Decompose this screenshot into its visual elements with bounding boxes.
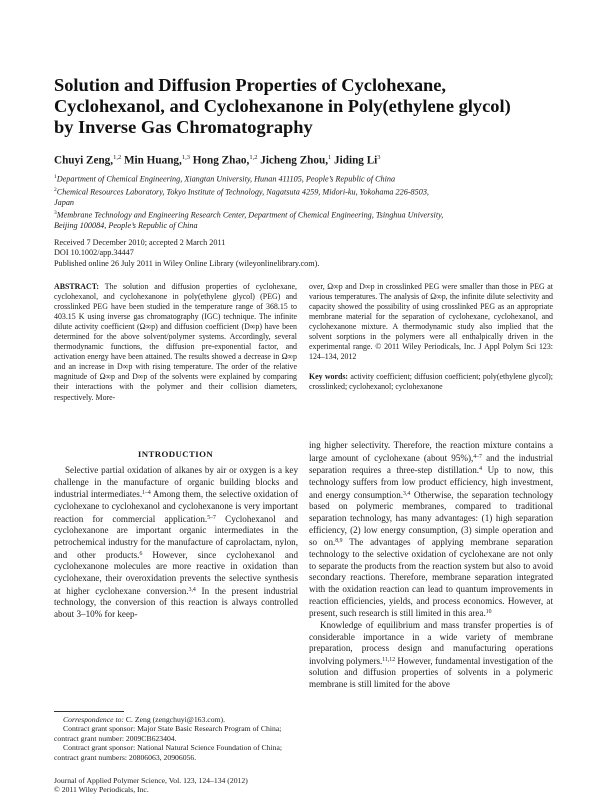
text-run: Selective partial oxidation of alkanes by air or oxygen is a key challenge in the manufacture of organic building blocks and industrial intermediates. xyxy=(54,465,298,500)
author-affiliation-mark: 1,3 xyxy=(181,154,190,161)
intro-paragraph xyxy=(54,465,298,621)
text-run: However, fundamental investigation of the solution and diffusion properties of solvents in a polymeric membrane is still limited for the above xyxy=(309,655,553,690)
text-run: Cyclohexanol and cyclohexanone are important organic intermediates in the petrochemical industry for the manufacture of caprolactam, nylon, and other products. xyxy=(54,513,298,560)
correspondence-note xyxy=(54,715,298,724)
affiliation-number: 2 xyxy=(54,186,57,193)
affiliation xyxy=(54,172,554,185)
intro-paragraph xyxy=(309,620,553,691)
publication-dates xyxy=(54,238,554,269)
text-run: Otherwise, the separation technology based on polymeric membranes, compared to traditional separation technology, has many advantages: (1) high separation efficiency, (2) low energy consumption, (3) simple operation and so on. xyxy=(309,489,553,548)
author-affiliation-mark: 1,2 xyxy=(249,154,258,161)
affiliation-number: 1 xyxy=(54,174,57,180)
correspondence-label: Correspondence to: xyxy=(63,715,124,724)
citation: 8,9 xyxy=(335,538,343,545)
affiliation-line: Japan xyxy=(54,197,75,207)
citation: 3,4 xyxy=(188,586,196,593)
text-run: However, since cyclohexanol and cyclohexanone molecules are more reactive in oxidation than cyclohexane, their overoxidation prevents the selective synthesis at higher cyclohexane conversion. xyxy=(54,549,298,596)
abstract-column-right xyxy=(309,282,553,392)
affiliation xyxy=(54,185,554,198)
text-run: ing higher selectivity. Therefore, the reaction mixture contains a large amount of cyclohexane (about 95%), xyxy=(309,440,553,463)
text-run: The advantages of applying membrane separation technology to the selective oxidation of cyclohexane are not only to separate the products from the reaction system but also to avoid secondary reactions. Therefore, membrane separation integrated with the oxidation reaction can lead to quantum improvements in reaction efficiencies, yields, and process economics. However, at present, such research is still limited in this area. xyxy=(309,537,553,619)
text-run: and the industrial separation requires a three-step distillation. xyxy=(309,452,553,476)
keywords-text: activity coefficient; diffusion coefficient; poly(ethylene glycol); crosslinked; cyclohexanol; cyclohexanone xyxy=(309,372,553,392)
abstract-label: ABSTRACT: xyxy=(54,282,100,291)
keywords xyxy=(309,372,553,392)
keywords-label: Key words: xyxy=(309,372,349,382)
footnote-divider xyxy=(54,711,124,712)
citation: 10 xyxy=(485,609,492,616)
author-list xyxy=(54,154,554,167)
doi: DOI 10.1002/app.34447 xyxy=(54,248,134,258)
author-name: Jicheng Zhou, xyxy=(260,154,328,167)
intro-column-left xyxy=(54,465,298,621)
title-line: Solution and Diffusion Properties of Cyclohexane, xyxy=(54,75,447,95)
affiliation xyxy=(54,208,554,221)
citation: 11,12 xyxy=(382,656,396,663)
author-name: Jiding Li xyxy=(334,154,378,167)
text-run: Up to now, this technology suffers from low product efficiency, high investment, and energy consumption. xyxy=(309,465,553,500)
intro-column-right xyxy=(309,440,553,691)
citation: 3,4 xyxy=(403,490,411,497)
affiliation-line: Department of Chemical Engineering, Xiangtan University, Hunan 411105, People’s Republic of China xyxy=(56,174,396,184)
author-name: Chuyi Zeng, xyxy=(54,154,114,167)
abstract-text-left: The solution and diffusion properties of cyclohexane, cyclohexanol, and cyclohexanone in poly(ethylene glycol) (PEG) and crosslinked PEG have been studied in the temperature range of 368.15 to 403.15 K using inverse gas chromatography (IGC) technique. The infinite dilute activity coefficient (Ω∞p) and diffusion coefficient (D∞p) have been determined for the above solvent/polymer systems. Accordingly, several thermodynamic functions, the diffusion pre-exponential factor, and activation energy have been attained. The results showed a decrease in Ω∞p and an increase in D∞p with rising temperature. The order of the relative magnitude of Ω∞p and D∞p of the solvents were explained by comparing their interactions with the polymer and their collision diameters, respectively. More- xyxy=(54,282,297,402)
citation: 6 xyxy=(139,550,143,557)
article-title xyxy=(54,75,554,138)
author-affiliation-mark: 1,2 xyxy=(113,154,122,161)
author-name: Min Huang, xyxy=(123,154,182,167)
grant-note: Contract grant sponsor: National Natural Science Foundation of China; contract grant numbers: 20806063, 20906056. xyxy=(54,743,283,762)
affiliation-line: Beijing 100084, People’s Republic of China xyxy=(54,221,198,231)
published-online: Published online 26 July 2011 in Wiley Online Library (wileyonlinelibrary.com). xyxy=(54,258,320,268)
grant-note: Contract grant sponsor: Major State Basic Research Program of China; contract grant number: 2009CB623404. xyxy=(54,724,282,743)
citation: 4 xyxy=(479,466,482,473)
intro-paragraph xyxy=(309,440,553,620)
journal-citation xyxy=(54,776,304,795)
author-affiliation-mark: 1 xyxy=(328,154,332,161)
copyright-line: © 2011 Wiley Periodicals, Inc. xyxy=(54,785,149,795)
citation: 1–4 xyxy=(142,490,151,497)
author-name: Hong Zhao, xyxy=(192,154,250,167)
citation: 4–7 xyxy=(473,453,482,460)
correspondence-text: C. Zeng (zengchuyi@163.com). xyxy=(125,715,226,724)
author-affiliation-mark: 3 xyxy=(377,154,381,161)
affiliations xyxy=(54,172,554,231)
section-heading: INTRODUCTION xyxy=(137,449,214,459)
affiliation-line: Chemical Resources Laboratory, Tokyo Institute of Technology, Nagatsuta 4259, Midori-ku, Yokohama 226-8503, xyxy=(56,187,429,197)
footnotes xyxy=(54,715,298,762)
text-run: Knowledge of equilibrium and mass transfer properties is of considerable importance in a wide variety of membrane preparation, process design and manufacturing operations involving polymers. xyxy=(309,619,553,666)
affiliation-number: 3 xyxy=(54,210,57,217)
received-accepted: Received 7 December 2010; accepted 2 March 2011 xyxy=(54,238,226,247)
title-line: by Inverse Gas Chromatography xyxy=(54,117,313,137)
text-run: In the present industrial technology, the conversion of this reaction is always controlled about 3–10% for keep- xyxy=(54,585,299,619)
abstract-text-right: over, Ω∞p and D∞p in crosslinked PEG were smaller than those in PEG at various temperatures. The analysis of Ω∞p, the infinite dilute selectivity and capacity showed the possibility of using crosslinked PEG as an appropriate membrane material for the separation of cyclohexane, cyclohexanol, and cyclohexanone mixture. A thermodynamic study also implied that the solvent sorptions in the polymers were all enthalpically driven in the experimental range. © 2011 Wiley Periodicals, Inc. J Appl Polym Sci 123: 124–134, 2012 xyxy=(309,282,553,362)
citation: 5–7 xyxy=(207,514,216,521)
text-run: Among them, the selective oxidation of cyclohexane to cyclohexanol and cyclohexanone is very important reaction for commercial application. xyxy=(54,489,298,524)
journal-line: Journal of Applied Polymer Science, Vol. 123, 124–134 (2012) xyxy=(54,776,248,785)
title-line: Cyclohexanol, and Cyclohexanone in Poly(ethylene glycol) xyxy=(54,96,511,116)
abstract-column-left xyxy=(54,282,297,403)
affiliation-line: Membrane Technology and Engineering Research Center, Department of Chemical Engineering, Tsinghua University, xyxy=(56,210,444,220)
